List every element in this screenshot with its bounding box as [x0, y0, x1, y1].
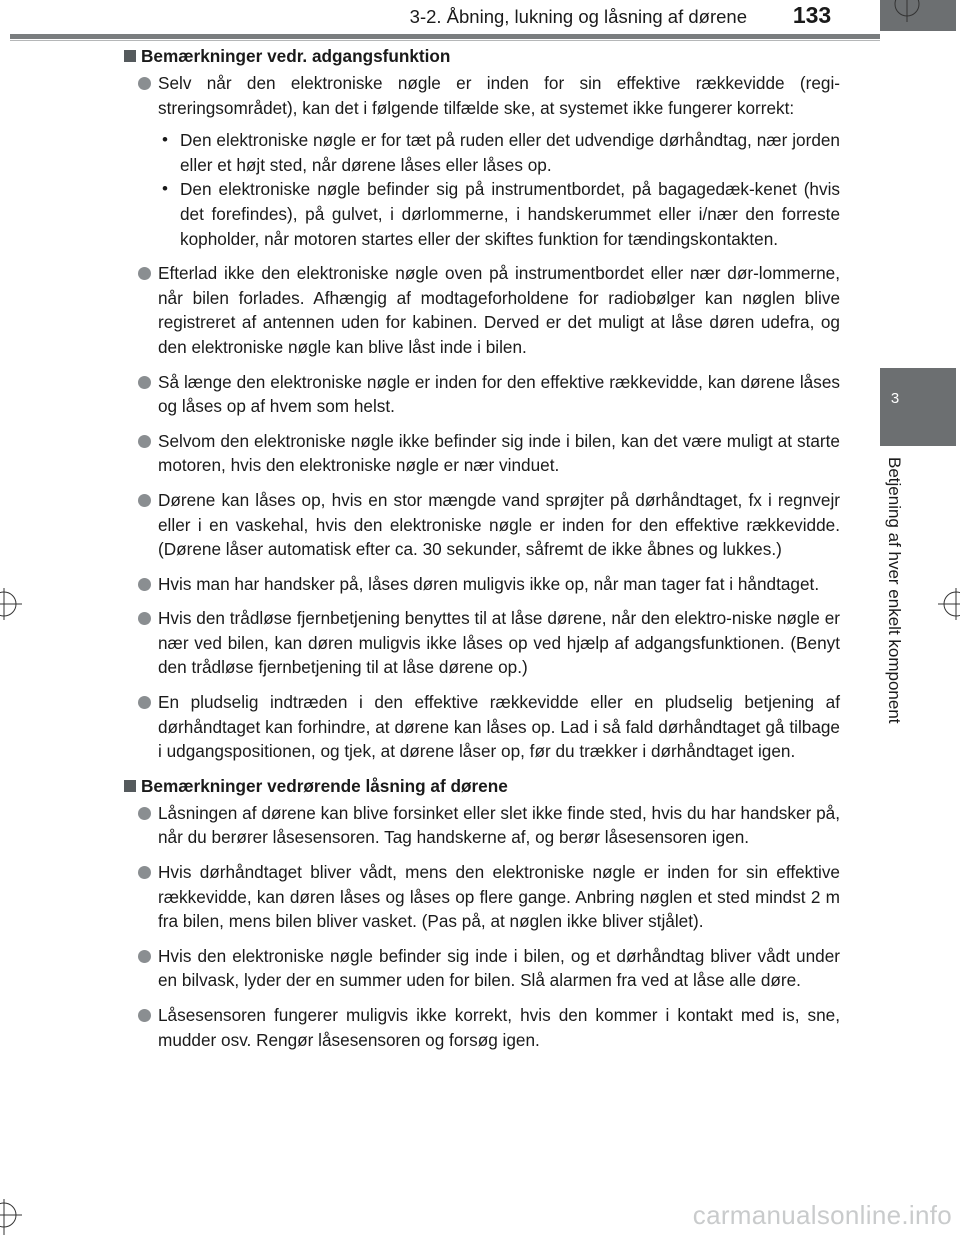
list-item — [138, 370, 840, 419]
list-item-text: Selvom den elektroniske nøgle ikke befinder sig inde i bilen, kan det være muligt at starte motoren, hvis den elektroniske nøgle er nær vinduet. — [158, 430, 840, 476]
list-item — [138, 801, 840, 850]
list-item — [138, 690, 840, 764]
list-item-text: Så længe den elektroniske nøgle er inden for den effektive rækkevidde, kan dørene låses og låses op af hvem som helst. — [158, 371, 840, 417]
round-bullet-icon — [138, 1009, 151, 1022]
section-title: 3-2. Åbning, lukning og låsning af dørene — [409, 6, 747, 27]
chapter-number: 3 — [890, 390, 900, 407]
list-item-text: Låsesensoren fungerer muligvis ikke korrekt, hvis den kommer i kontakt med is, sne, mudder osv. Rengør låsesensoren og forsøg igen. — [158, 1005, 840, 1050]
section-heading — [124, 774, 840, 799]
list-item — [138, 1003, 840, 1052]
round-bullet-icon — [138, 612, 151, 625]
list-item — [138, 606, 840, 680]
list-item-text: En pludselig indtræden i den effektive rækkevidde eller en pludselig betjening af dørhåndtaget kan forhindre, at dørene kan låses op. Lad i så fald dørhåndtaget gå tilbage i udgangspositionen, og tjek, at dørene låser op, før du trækker i dørhåndtaget igen. — [158, 692, 840, 762]
round-bullet-icon — [138, 77, 151, 90]
list-item — [138, 944, 840, 993]
chapter-label: Betjening af hver enkelt komponent — [885, 457, 904, 724]
sub-list — [158, 128, 840, 251]
list-item-text: Hvis den elektroniske nøgle befinder sig inde i bilen, og et dørhåndtag bliver vådt under en bilvask, lyder der en summer uden for bilen. Slå alarmen fra ved at låse alle døre. — [158, 945, 840, 991]
square-bullet-icon — [124, 50, 136, 62]
list-item-text: Dørene kan låses op, hvis en stor mængde vand sprøjter på dørhåndtaget, fx i regnvejr eller i en vaskehal, hvis den elektroniske nøgle er inden for den effektive rækkevidde. (Dørene låser automatisk efter ca. 30 sekunder, såfremt de ikke åbnes og lukkes.) — [158, 489, 840, 560]
round-bullet-icon — [138, 866, 151, 879]
round-bullet-icon — [138, 807, 151, 820]
registration-mark-icon — [890, 0, 924, 22]
page-content — [124, 44, 840, 1062]
dot-bullet-icon: • — [162, 179, 168, 199]
sub-list-item — [162, 128, 840, 177]
header-rule-thin — [10, 40, 880, 41]
round-bullet-icon — [138, 376, 151, 389]
list-item-text: Hvis dørhåndtaget bliver vådt, mens den elektroniske nøgle er inden for sin effektive rækkevidde, kan døren låses og låses op flere gange. Anbring nøglen et sted mindst 2 m fra bilen, mens bilen bliver vasket. (Pas på, at nøglen ikke bliver stjålet). — [158, 862, 840, 932]
round-bullet-icon — [138, 696, 151, 709]
sub-list-item-text: Den elektroniske nøgle befinder sig på instrumentbordet, på bagagedæk-kenet (hvis det forefindes), på gulvet, i dørlommerne, i handskerummet eller i/nær den forreste kopholder, når motoren startes eller der skiftes funktion for tændingskontakten. — [180, 179, 840, 249]
list-item-text: Selv når den elektroniske nøgle er inden for sin effektive rækkevidde (regi-streringsområdet), kan det i følgende tilfælde ske, at systemet ikke fungerer korrekt: — [158, 73, 840, 118]
round-bullet-icon — [138, 494, 151, 507]
list-item — [138, 71, 840, 251]
header-rule — [10, 34, 880, 39]
round-bullet-icon — [138, 578, 151, 591]
list-item — [138, 860, 840, 934]
page-number: 133 — [792, 2, 832, 28]
sub-list-item — [162, 177, 840, 251]
section-heading — [124, 44, 840, 69]
list-item-text: Efterlad ikke den elektroniske nøgle oven på instrumentbordet eller nær dør-lommerne, når bilen forlades. Afhængig af modtageforholdene for radiobølger kan nøglen blive registreret af antennen uden for kabinen. Derved er det muligt at låse døren udefra, og den elektroniske nøgle kan blive låst inde i bilen. — [158, 263, 840, 357]
section-heading-text: Bemærkninger vedr. adgangsfunktion — [141, 46, 451, 66]
list-item-text: Låsningen af dørene kan blive forsinket eller slet ikke finde sted, hvis du har handsker på, når du berører låsesensoren. Tag handskerne af, og berør låsesensoren igen. — [158, 802, 840, 848]
registration-mark-icon — [0, 1195, 24, 1235]
registration-mark-icon — [0, 584, 24, 624]
round-bullet-icon — [138, 950, 151, 963]
section-heading-text: Bemærkninger vedrørende låsning af dørene — [141, 775, 508, 796]
list-item — [138, 572, 840, 597]
list-item — [138, 429, 840, 478]
round-bullet-icon — [138, 267, 151, 280]
sub-list-item-text: Den elektroniske nøgle er for tæt på ruden eller det udvendige dørhåndtag, nær jorden eller et højt sted, når dørene låses eller låses op. — [180, 130, 840, 175]
dot-bullet-icon: • — [162, 130, 168, 150]
chapter-tab — [880, 368, 956, 446]
list-item-text: Hvis man har handsker på, låses døren muligvis ikke op, når man tager fat i håndtaget. — [158, 573, 820, 594]
list-item — [138, 488, 840, 562]
round-bullet-icon — [138, 435, 151, 448]
registration-mark-icon — [934, 584, 960, 624]
watermark: carmanualsonline.info — [692, 1200, 952, 1230]
square-bullet-icon — [124, 780, 136, 792]
list-item — [138, 261, 840, 359]
list-item-text: Hvis den trådløse fjernbetjening benyttes til at låse dørene, når den elektro-niske nøgle er nær ved bilen, kan døren muligvis ikke låses op ved hjælp af adgangsfunktionen. (Benyt den trådløse fjernbetjening til at låse dørene op.) — [158, 608, 840, 678]
